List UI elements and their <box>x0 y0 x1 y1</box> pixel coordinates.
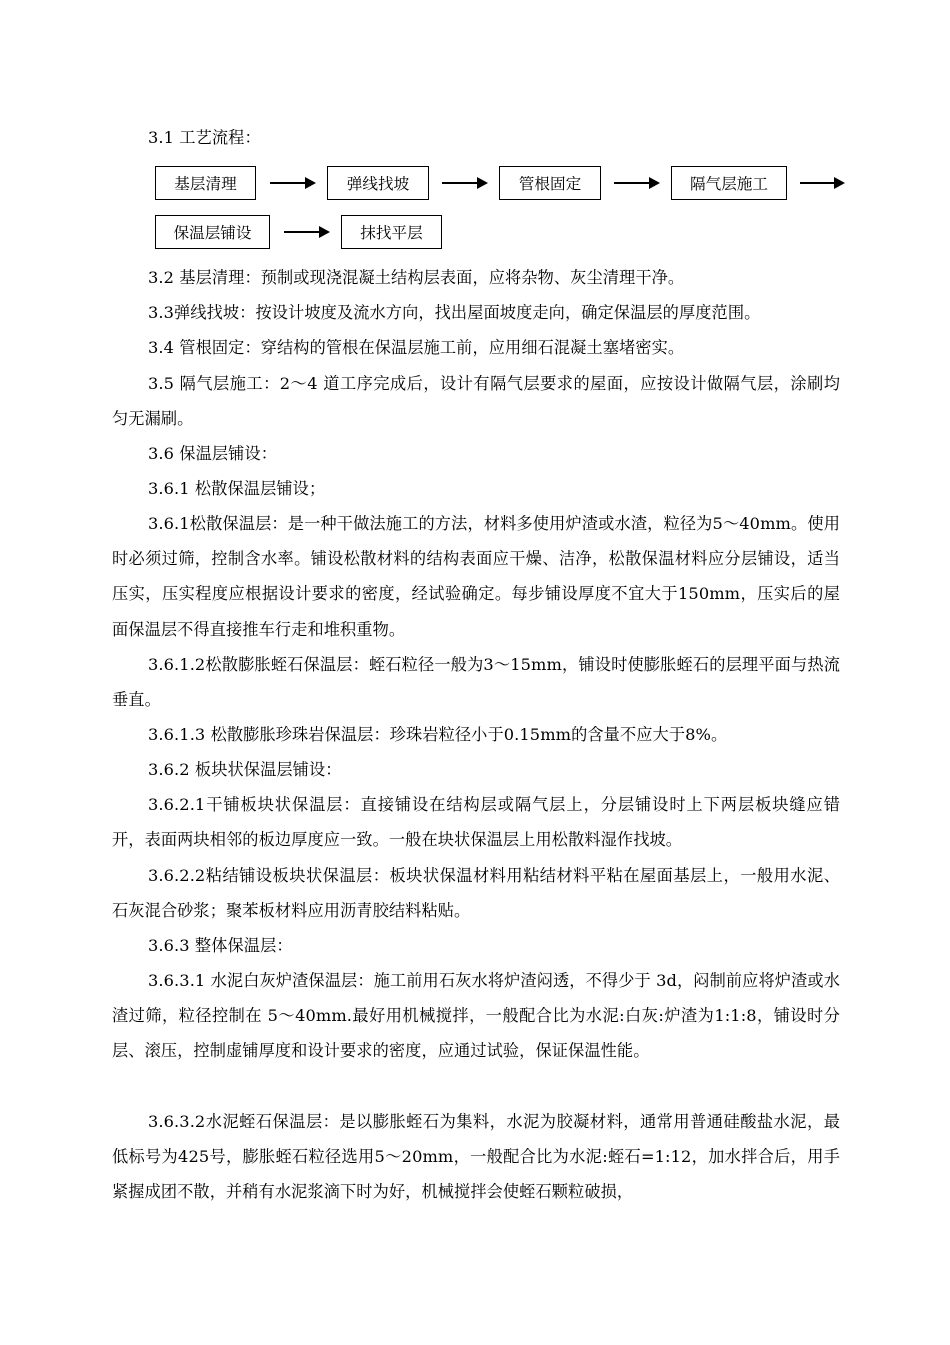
flow-arrow-4 <box>800 177 845 189</box>
flow-step-slope-marking: 弹线找坡 <box>327 166 429 200</box>
flow-step-insulation-laying: 保温层铺设 <box>155 215 270 249</box>
flow-arrow-5 <box>284 226 330 238</box>
paragraph-3-6: 3.6 保温层铺设： <box>148 444 278 463</box>
paragraph-3-6-2: 3.6.2 板块状保温层铺设： <box>148 760 342 779</box>
paragraph-3-6-2-1: 3.6.2.1干铺板块状保温层：直接铺设在结构层或隔气层上，分层铺设时上下两层板块缝应错开，表面两块相邻的板边厚度应一致。一般在块状保温层上用松散料湿作找坡。 <box>112 795 840 850</box>
paragraph-3-6-1: 3.6.1松散保温层：是一种干做法施工的方法，材料多使用炉渣或水渣，粒径为5～40mm。使用时必须过筛，控制含水率。铺设松散材料的结构表面应干燥、洁净，松散保温材料应分层铺设，适当压实，压实程度应根据设计要求的密度，经试验确定。每步铺设厚度不宜大于150mm，压实后的屋面保温层不得直接推车行走和堆积重物。 <box>112 514 840 639</box>
paragraph-3-6-3-2: 3.6.3.2水泥蛭石保温层：是以膨胀蛭石为集料，水泥为胶凝材料，通常用普通硅酸盐水泥，最低标号为425号，膨胀蛭石粒径选用5～20mm，一般配合比为水泥:蛭石=1:12，加水拌合后，用手紧握成团不散，并稍有水泥浆滴下时为好，机械搅拌会使蛭石颗粒破损， <box>112 1112 840 1202</box>
paragraph-3-3: 3.3弹线找坡：按设计坡度及流水方向，找出屋面坡度走向，确定保温层的厚度范围。 <box>148 303 761 322</box>
paragraph-3-6-3-1: 3.6.3.1 水泥白灰炉渣保温层：施工前用石灰水将炉渣闷透，不得少于 3d，闷制前应将炉渣或水渣过筛，粒径控制在 5～40mm.最好用机械搅拌，一般配合比为水泥:白灰:炉渣为1:1:8，铺设时分层、滚压，控制虚铺厚度和设计要求的密度，应通过试验，保证保温性能。 <box>112 971 840 1061</box>
section-heading-3-1: 3.1 工艺流程： <box>148 128 261 147</box>
flow-arrow-1 <box>270 177 316 189</box>
flow-step-pipe-fixing: 管根固定 <box>499 166 601 200</box>
paragraph-3-5: 3.5 隔气层施工：2～4 道工序完成后，设计有隔气层要求的屋面，应按设计做隔气层，涂刷均匀无漏刷。 <box>112 374 840 429</box>
paragraph-3-6-1-3: 3.6.1.3 松散膨胀珍珠岩保温层：珍珠岩粒径小于0.15mm的含量不应大于8%。 <box>148 725 728 744</box>
paragraph-3-2: 3.2 基层清理：预制或现浇混凝土结构层表面，应将杂物、灰尘清理干净。 <box>148 268 685 287</box>
flow-arrow-3 <box>614 177 660 189</box>
paragraph-3-6-3: 3.6.3 整体保温层： <box>148 936 293 955</box>
paragraph-3-4: 3.4 管根固定：穿结构的管根在保温层施工前，应用细石混凝土塞堵密实。 <box>148 338 685 357</box>
flow-step-vapor-barrier: 隔气层施工 <box>671 166 787 200</box>
paragraph-3-6-1-2: 3.6.1.2松散膨胀蛭石保温层：蛭石粒径一般为3～15mm，铺设时使膨胀蛭石的层理平面与热流垂直。 <box>112 655 840 710</box>
paragraph-3-6-2-2: 3.6.2.2粘结铺设板块状保温层：板块状保温材料用粘结材料平粘在屋面基层上，一般用水泥、石灰混合砂浆；聚苯板材料应用沥青胶结料粘贴。 <box>112 866 840 921</box>
flow-step-base-cleaning: 基层清理 <box>155 166 256 200</box>
flow-arrow-2 <box>442 177 488 189</box>
flow-step-leveling-layer: 抹找平层 <box>341 215 442 249</box>
paragraph-3-6-1-heading: 3.6.1 松散保温层铺设； <box>148 479 326 498</box>
